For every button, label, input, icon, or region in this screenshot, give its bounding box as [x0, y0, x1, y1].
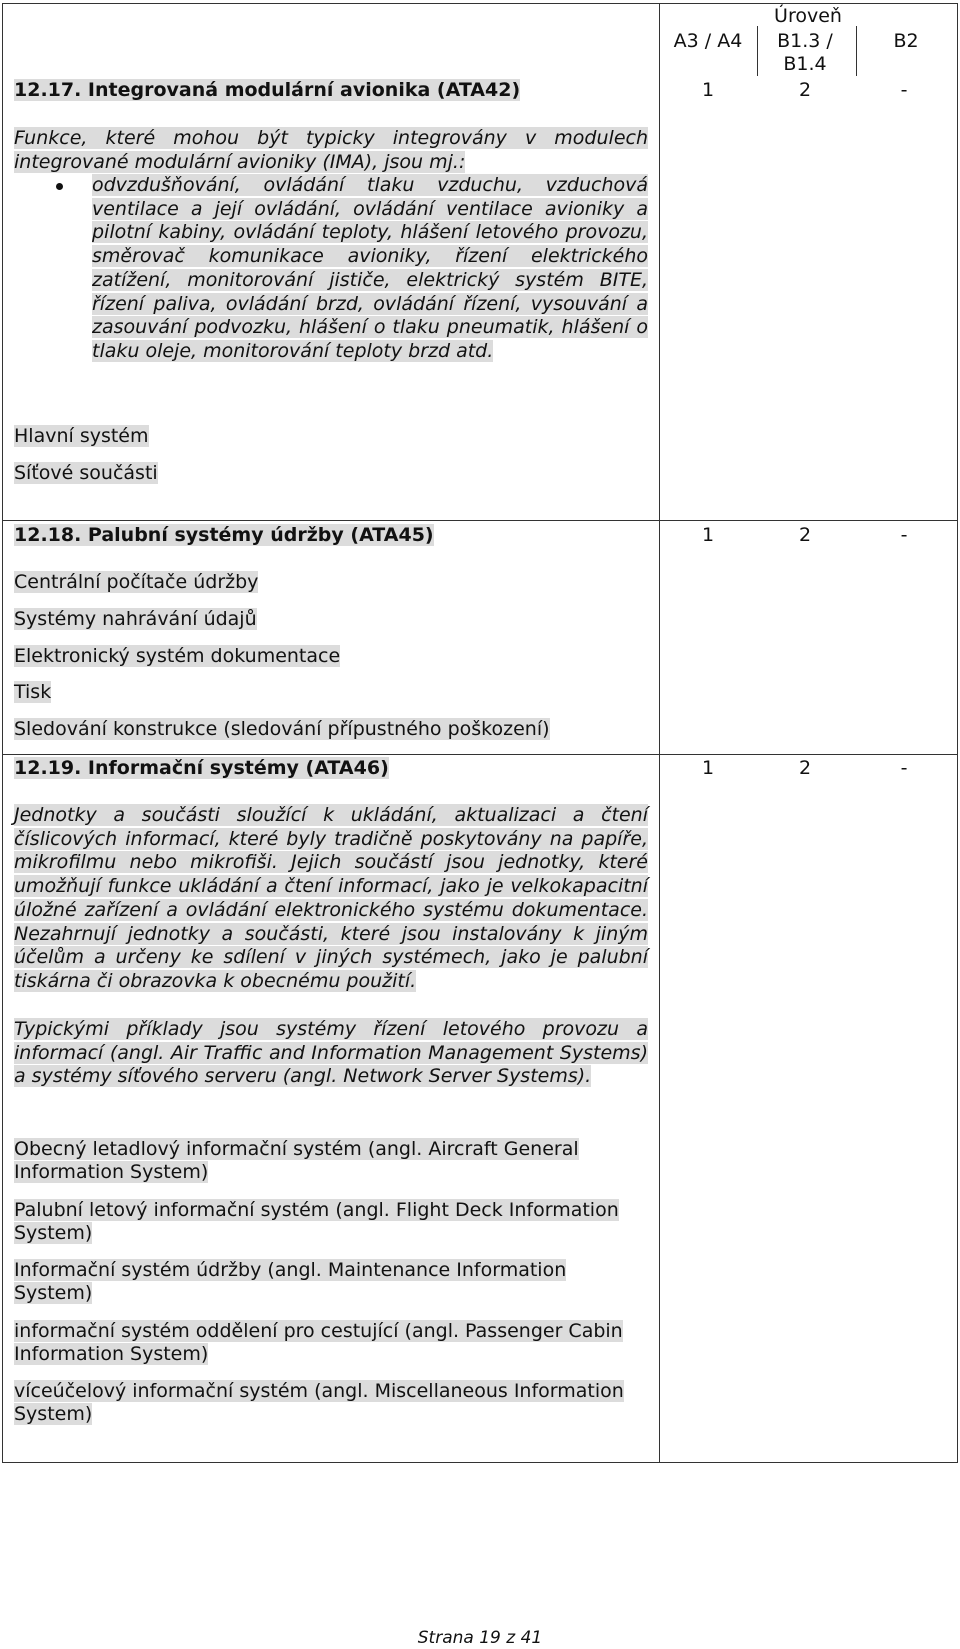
- section-divider-1: [2, 520, 958, 521]
- list-item: Informační systém údržby (angl. Maintenance Information System): [14, 1259, 567, 1304]
- list-item: Systémy nahrávání údajů: [14, 608, 257, 630]
- list-item: víceúčelový informační systém (angl. Miscellaneous Information System): [14, 1380, 624, 1425]
- bullet-item: odvzdušňování, ovládání tlaku vzduchu, vzduchová ventilace a její ovládání, ovládání ventilace avioniky a pilotní kabiny, ovládání teploty, hlášení letového provozu, směrovač komunikace avioniky, řízení elektrického zatížení, monitorování jističe, elektrický systém BITE, řízení paliva, ovládání brzd, ovládání řízení, vysouvání a zasouvání podvozku, hlášení o tlaku pneumatik, hlášení o tlaku oleje, monitorování teploty brzd atd.: [92, 174, 648, 362]
- table-border-right: [957, 3, 958, 1463]
- list-item: Obecný letadlový informační systém (angl. Aircraft General Information System): [14, 1138, 579, 1183]
- list-item: Síťové součásti: [14, 462, 158, 484]
- level-column-a3-a4: A3 / A4: [673, 30, 743, 52]
- level-value-b2: -: [900, 79, 908, 101]
- level-column-b1: B1.3 / B1.4: [777, 30, 833, 75]
- list-item: Sledování konstrukce (sledování přípustného poškození): [14, 718, 550, 740]
- level-value-a: 1: [701, 757, 715, 779]
- level-header: Úroveň: [774, 5, 842, 27]
- table-border-bottom: [2, 1462, 958, 1463]
- level-value-b1: 2: [798, 757, 812, 779]
- table-border-left: [2, 3, 3, 1463]
- section-divider-2: [2, 754, 958, 755]
- list-item: Elektronický systém dokumentace: [14, 645, 341, 667]
- level-value-b1: 2: [798, 79, 812, 101]
- section-title: 12.17. Integrovaná modulární avionika (ATA42): [14, 79, 521, 101]
- list-item: Palubní letový informační systém (angl. Flight Deck Information System): [14, 1199, 619, 1244]
- section-paragraph: Jednotky a součásti sloužící k ukládání, aktualizaci a čtení číslicových informací, které byly tradičně poskytovány na papíře, mikrofilmu nebo mikrofiši. Jejich součástí jsou jednotky, které umožňují funkce ukládání a čtení informací, jako je velkokapacitní úložné zařízení a ovládání elektronického systému dokumentace. Nezahrnují jednotky a součásti, které jsou instalovány k jiným účelům a určeny ke sdílení v jiných systémech, jako je palubní tiskárna či obrazovka k obecnému použití.: [14, 804, 648, 992]
- section-paragraph: Typickými příklady jsou systémy řízení letového provozu a informací (angl. Air Traffic and Information Management Systems) a systémy síťového serveru (angl. Network Server Systems).: [14, 1018, 648, 1088]
- level-value-a: 1: [701, 79, 715, 101]
- table-border-top: [2, 3, 958, 4]
- list-item: informační systém oddělení pro cestující (angl. Passenger Cabin Information System): [14, 1320, 623, 1365]
- section-title: 12.19. Informační systémy (ATA46): [14, 757, 389, 779]
- level-value-b2: -: [900, 757, 908, 779]
- section-intro: Funkce, které mohou být typicky integrovány v modulech integrované modulární avioniky (IMA), jsou mj.:: [14, 127, 648, 173]
- header-divider-a: [757, 26, 758, 76]
- list-item: Tisk: [14, 681, 52, 703]
- level-value-b2: -: [900, 524, 908, 546]
- bullet-dot: [56, 183, 63, 190]
- level-value-a: 1: [701, 524, 715, 546]
- list-item: Hlavní systém: [14, 425, 149, 447]
- page-number: Strana 19 z 41: [417, 1628, 543, 1648]
- level-column-b2: B2: [893, 30, 919, 52]
- table-column-divider: [659, 3, 660, 1463]
- level-value-b1: 2: [798, 524, 812, 546]
- list-item: Centrální počítače údržby: [14, 571, 259, 593]
- section-title: 12.18. Palubní systémy údržby (ATA45): [14, 524, 434, 546]
